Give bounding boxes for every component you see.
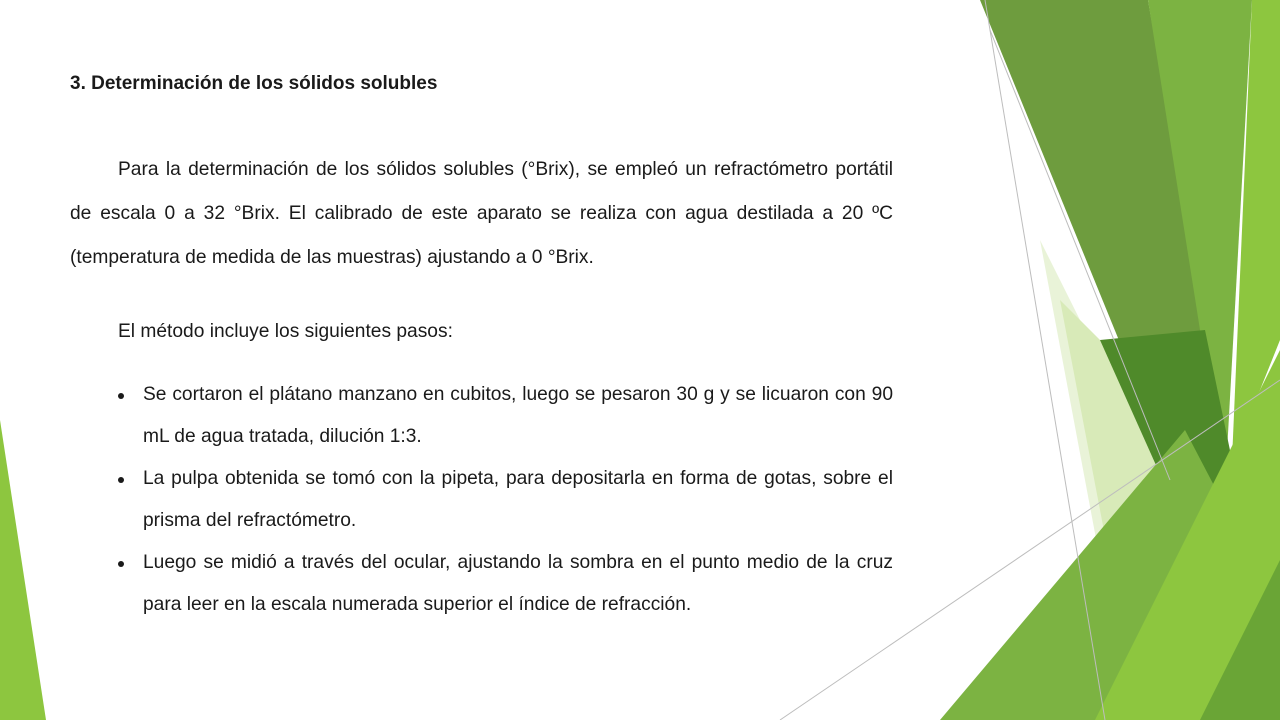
steps-intro: El método incluye los siguientes pasos:	[118, 321, 453, 342]
step-text: La pulpa obtenida se tomó con la pipeta, para depositarla en forma de gotas, sobre el prisma del refractómetro.	[143, 468, 893, 531]
steps-list	[70, 374, 893, 626]
left-green-wedge	[0, 420, 46, 720]
list-item	[70, 542, 893, 626]
bullet-icon	[118, 477, 124, 483]
bullet-icon	[118, 393, 124, 399]
description-paragraph: Para la determinación de los sólidos solubles (°Brix), se empleó un refractómetro portátil de escala 0 a 32 °Brix. El calibrado de este aparato se realiza con agua destilada a 20 ºC (temperatura de medida de las muestras) ajustando a 0 °Brix.	[70, 159, 893, 268]
step-text: Se cortaron el plátano manzano en cubitos, luego se pesaron 30 g y se licuaron con 90 mL de agua tratada, dilución 1:3.	[143, 384, 893, 447]
list-item	[70, 374, 893, 458]
bullet-icon	[118, 561, 124, 567]
section-heading: 3. Determinación de los sólidos solubles	[70, 73, 438, 94]
step-text: Luego se midió a través del ocular, ajustando la sombra en el punto medio de la cruz para leer en la escala numerada superior el índice de refracción.	[143, 552, 893, 615]
list-item	[70, 458, 893, 542]
